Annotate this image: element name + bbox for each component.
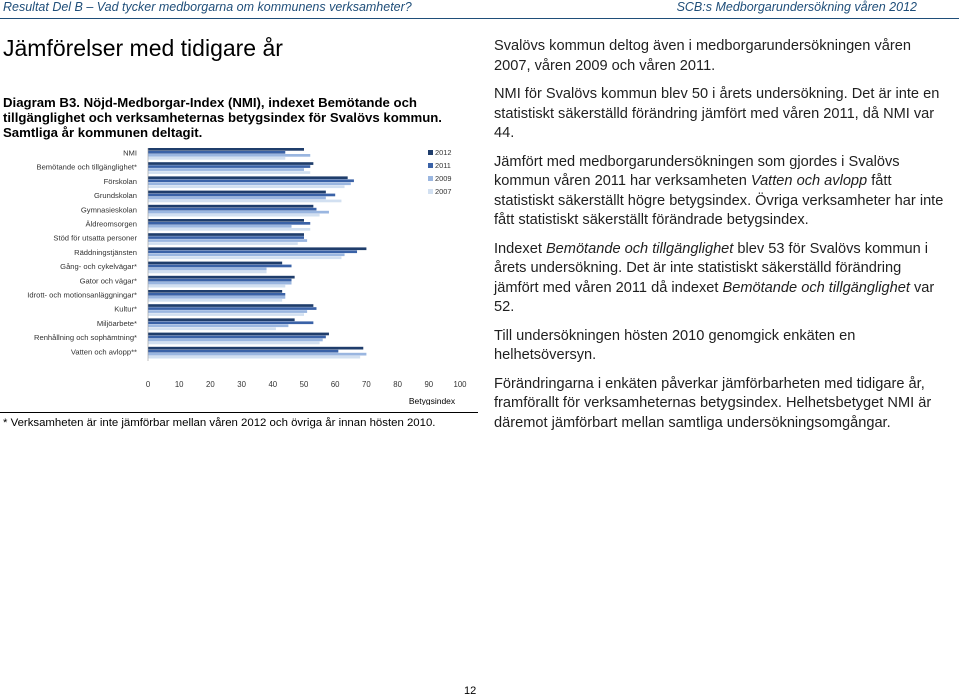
legend-swatch-2011 [428,163,433,168]
bar-2011 [148,293,285,296]
paragraph-4-part-a: Indexet [494,240,546,257]
x-tick-label: 20 [206,380,215,389]
bar-2011 [148,250,357,253]
bar-2009 [148,239,307,242]
bar-2009 [148,296,285,299]
paragraph-5: Till undersökningen hösten 2010 genomgick enkäten en helhetsöversyn. [494,327,856,363]
x-tick-label: 80 [393,380,402,389]
category-label: Bemötande och tillgänglighet* [36,162,137,172]
paragraph-4-emphasis: Bemötande och tillgänglighet [545,240,734,257]
footnote: * Verksamheten är inte jämförbar mellan våren 2012 och övriga år innan hösten 2010. [3,417,436,429]
paragraph-4-emphasis-2: Bemötande och tillgänglighet [722,279,910,296]
category-label: NMI [123,148,137,158]
bar-2012 [148,176,348,179]
header-rule [0,18,959,19]
bar-2012 [148,304,313,307]
category-label: Miljöarbete* [96,318,137,328]
bar-2012 [148,219,304,222]
x-tick-label: 30 [237,380,246,389]
bar-2007 [148,342,320,345]
legend-label: 2011 [435,161,451,170]
bar-2011 [148,165,310,168]
category-label: Förskolan [103,176,137,186]
bar-2007 [148,313,304,316]
paragraph-3-part-b: fått statistiskt säkerställt högre betygsindex. Övriga verksamheter har inte fått statistiskt säkerställt förändrade betygsindex. [494,173,944,228]
paragraph-1: Svalövs kommun deltog även i medborgarundersökningen våren 2007, våren 2009 och våren 2011. [494,38,911,74]
bar-2009 [148,282,292,285]
x-axis-label: Betygsindex [408,396,456,405]
paragraph-4-part-c: var 52. [494,279,935,315]
bar-2012 [148,347,363,350]
x-tick-label: 40 [268,380,278,389]
x-tick-label: 90 [424,380,434,389]
legend-label: 2012 [435,148,452,157]
bar-2007 [148,228,310,231]
legend-swatch-2009 [428,176,433,181]
x-tick-label: 0 [145,380,151,389]
bar-2011 [148,151,285,154]
x-tick-label: 70 [362,380,371,389]
x-tick-label: 10 [174,380,184,389]
paragraph-3-emphasis: Vatten och avlopp [750,173,868,189]
category-label: Kultur* [114,304,137,314]
bar-2009 [148,339,323,342]
category-label: Renhållning och sophämtning* [33,333,137,343]
legend-swatch-2012 [428,150,433,155]
header-right-text: SCB:s Medborgarundersökning våren 2012 [676,0,917,14]
bar-2009 [148,211,329,214]
bar-2012 [148,205,313,208]
bar-2012 [148,247,366,250]
bar-2012 [148,191,326,194]
bar-2012 [148,290,282,293]
bar-2009 [148,353,366,356]
category-label: Vatten och avlopp** [70,347,137,357]
bar-2007 [148,242,298,245]
bar-2011 [148,208,316,211]
category-label: Gång- och cykelvägar* [60,262,137,272]
bar-2011 [148,265,292,268]
legend-swatch-2007 [428,189,433,194]
bar-2007 [148,157,285,160]
page-header [0,0,959,18]
bar-chart [0,140,480,405]
bar-2009 [148,182,351,185]
category-label: Gator och vägar* [79,276,137,286]
bar-2007 [148,285,285,288]
bar-2012 [148,233,304,236]
bar-2011 [148,336,326,339]
bar-2009 [148,168,304,171]
bar-2009 [148,253,345,256]
bar-2009 [148,225,292,228]
bar-2009 [148,154,310,157]
x-tick-label: 50 [299,380,309,389]
category-label: Räddningstjänsten [74,247,137,257]
bar-2011 [148,350,338,353]
page-number: 12 [464,685,477,697]
legend-label: 2007 [435,187,452,196]
bar-2011 [148,236,304,239]
footnote-rule [0,412,478,413]
bar-2011 [148,222,310,225]
category-label: Äldreomsorgen [85,219,137,229]
bar-2007 [148,271,267,274]
header-left-text: Resultat Del B – Vad tycker medborgarna om kommunens verksamheter? [3,0,412,14]
bar-2007 [148,327,276,330]
bar-2007 [148,200,341,203]
category-label: Grundskolan [93,191,137,201]
paragraph-6: Förändringarna i enkäten påverkar jämförbarheten med tidigare år, framförallt för verksamheternas betygsindex. Helhetsbetyget NMI är däremot jämförbart mellan samtliga undersökningsomgångar. [494,375,932,431]
paragraph-4 [494,240,949,318]
bar-2009 [148,197,326,200]
bar-2012 [148,333,329,336]
paragraph-4-part-b: blev 53 för Svalövs kommun i årets undersökning. Det är inte statistiskt säkerställd förändring jämfört med våren 2011 då indexet [494,240,929,296]
category-label: Stöd för utsatta personer [53,233,137,243]
paragraph-3 [494,153,949,231]
legend-label: 2009 [435,174,452,183]
bar-2011 [148,321,313,324]
body-text-column [494,37,949,442]
bar-2007 [148,214,320,217]
page-title: Jämförelser med tidigare år [3,35,283,61]
bar-2007 [148,299,282,302]
bar-2011 [148,179,354,182]
bar-2012 [148,318,295,321]
diagram-caption: Diagram B3. Nöjd-Medborgar-Index (NMI), indexet Bemötande och tillgänglighet och verksamheternas betygsindex för Svalövs kommun. Samtliga år kommunen deltagit. [3,95,442,140]
bar-2007 [148,185,345,188]
bar-2011 [148,307,316,310]
category-label: Idrott- och motionsanläggningar* [27,290,137,300]
bar-2012 [148,276,295,279]
bar-2009 [148,268,267,271]
bar-2007 [148,356,360,359]
category-label: Gymnasieskolan [80,205,137,215]
bar-2007 [148,171,310,174]
bar-2011 [148,279,292,282]
paragraph-2: NMI för Svalövs kommun blev 50 i årets undersökning. Det är inte en statistiskt säkerställd förändring jämfört med våren 2011, då NMI var 44. [494,86,940,141]
x-tick-label: 60 [330,380,340,389]
bar-2009 [148,324,288,327]
bar-2007 [148,256,341,259]
paragraph-3-part-a: Jämfört med medborgarundersökningen som gjordes i Svalövs kommun våren 2011 har verksamheten [494,153,900,189]
bar-2011 [148,194,335,197]
bar-2012 [148,148,304,151]
x-tick-label: 100 [453,380,467,389]
bar-2012 [148,262,282,265]
bar-2012 [148,162,313,165]
bar-2009 [148,310,307,313]
